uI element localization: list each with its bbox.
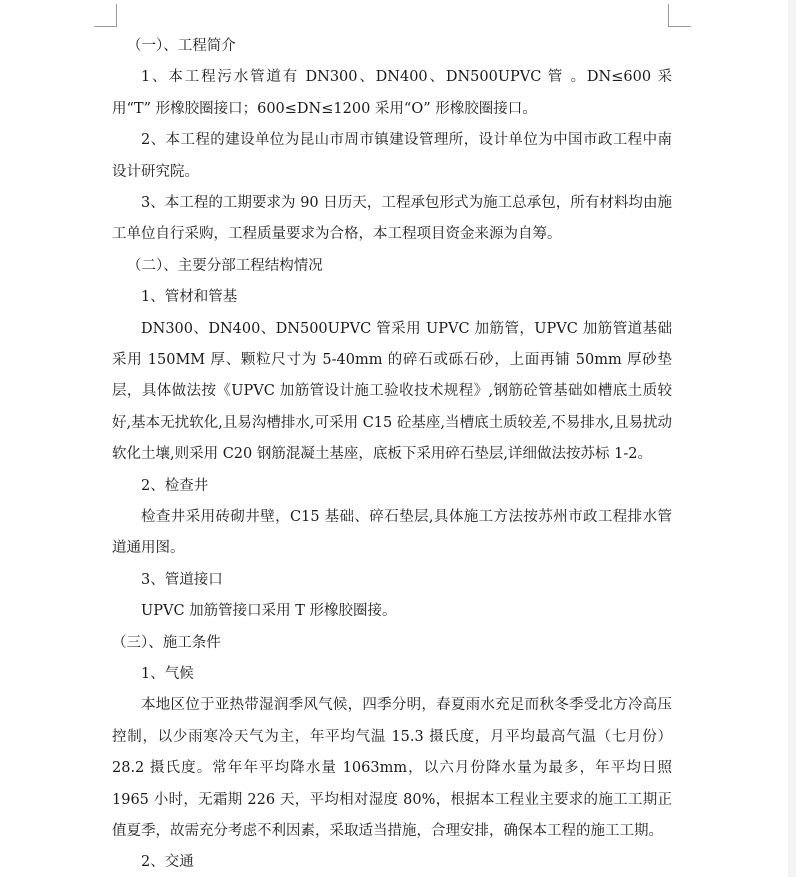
section-heading-2: （二）、主要分部工程结构情况 bbox=[127, 257, 323, 274]
document-body bbox=[112, 31, 672, 879]
subheading-traffic: 2、交通 bbox=[141, 854, 194, 871]
paragraph-schedule: 3、本工程的工期要求为 90 日历天，工程承包形式为施工总承包，所有材料均由施工单位自行采购，工程质量要求为合格，本工程项目资金来源为自筹。 bbox=[112, 195, 672, 243]
subheading-climate: 1、气候 bbox=[141, 666, 194, 683]
paragraph-builder: 2、本工程的建设单位为昆山市周市镇建设管理所，设计单位为中国市政工程中南设计研究院。 bbox=[112, 132, 672, 180]
paragraph-pipe-joint: UPVC 加筋管接口采用 T 形橡胶圈接。 bbox=[141, 603, 397, 620]
subheading-manhole: 2、检查井 bbox=[141, 477, 209, 494]
paragraph-pipe-spec: 1、本工程污水管道有 DN300、DN400、DN500UPVC 管 。DN≤600 采用“T” 形橡胶圈接口；600≤DN≤1200 采用“O” 形橡胶圈接口。 bbox=[112, 69, 672, 117]
subheading-pipe-joint: 3、管道接口 bbox=[141, 571, 223, 588]
paragraph-pipe-material: DN300、DN400、DN500UPVC 管采用 UPVC 加筋管，UPVC 加筋管道基础采用 150MM 厚、颗粒尺寸为 5-40mm 的碎石或砾石砂，上面再铺 50mm 厚砂垫层，具体做法按《UPVC 加筋管设计施工验收技术规程》,钢筋砼管基础如槽底土质较好,基本无扰软化,且易沟槽排水,可采用 C15 砼基座,当槽底土质较差,不易排水,且易扰动软化土壤,则采用 C20 钢筋混凝土基座，底板下采用碎石垫层,详细做法按苏标 1-2。 bbox=[112, 320, 672, 463]
paragraph-climate: 本地区位于亚热带湿润季风气候，四季分明，春夏雨水充足而秋冬季受北方冷高压控制，以少雨寒冷天气为主，年平均气温 15.3 摄氏度，月平均最高气温（七月份）28.2 摄氏度。常年年平均降水量 1063mm，以六月份降水量为最多，年平均日照 1965 小时，无霜期 226 天，平均相对湿度 80%，根据本工程业主要求的施工工期正值夏季，故需充分考虑不利因素，采取适当措施，合理安排，确保本工程的施工工期。 bbox=[112, 697, 672, 840]
vertical-scrollbar[interactable] bbox=[788, 0, 796, 877]
crop-mark-right bbox=[668, 4, 691, 27]
crop-mark-left bbox=[94, 4, 117, 27]
section-heading-1: （一）、工程简介 bbox=[127, 38, 236, 54]
subheading-pipe-material: 1、管材和管基 bbox=[141, 289, 238, 306]
section-heading-3: （三）、施工条件 bbox=[112, 634, 221, 651]
paragraph-manhole: 检查井采用砖砌井壁，C15 基础、碎石垫层,具体施工方法按苏州市政工程排水管道通用图。 bbox=[112, 509, 672, 557]
